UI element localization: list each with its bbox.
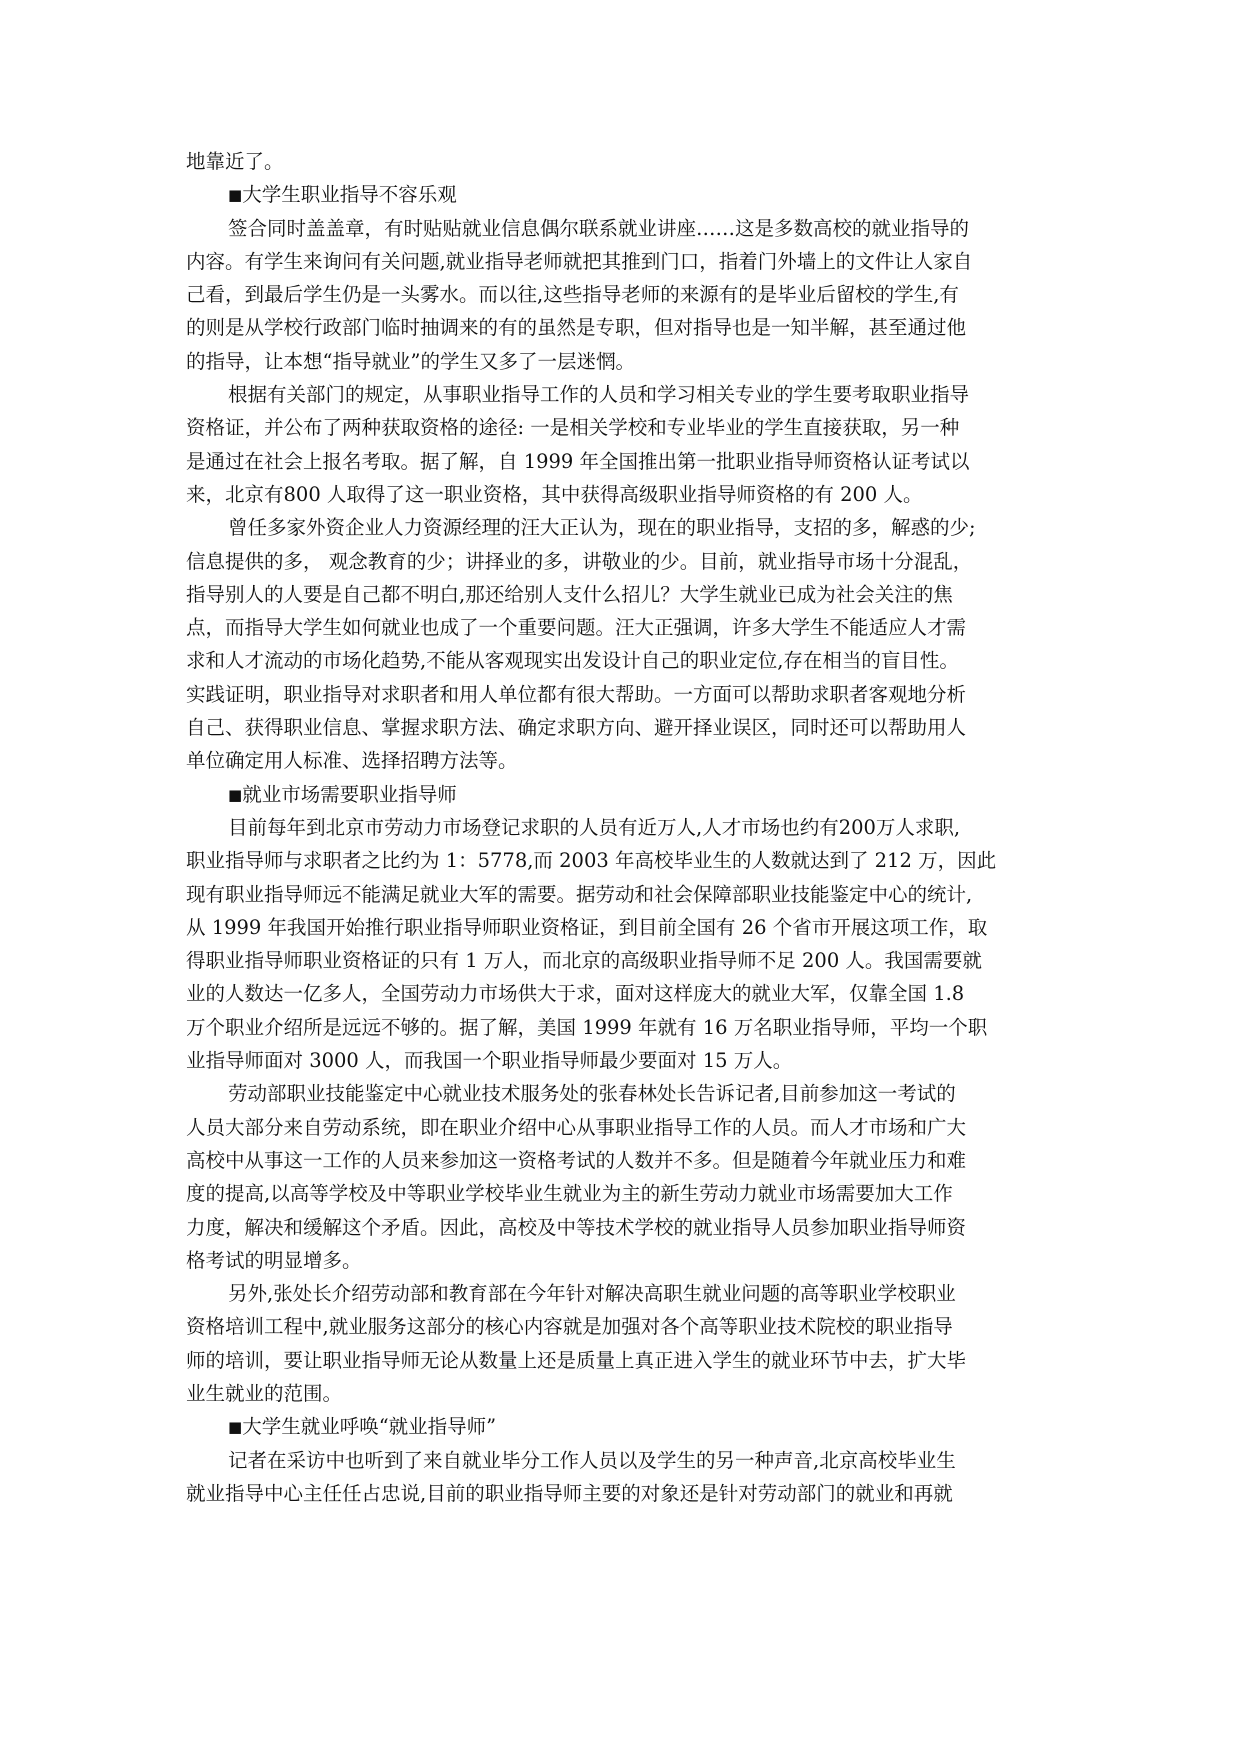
text-line: 单位确定用人标准、选择招聘方法等。 bbox=[186, 749, 518, 773]
section-heading: ■ 就业市场需要职业指导师 bbox=[186, 778, 1070, 811]
text-line: 高校中从事这一工作的人员来参加这一资格考试的人数并不多。但是随着今年就业压力和难 bbox=[186, 1148, 967, 1172]
text-line: 点，而指导大学生如何就业也成了一个重要问题。汪大正强调，许多大学生不能适应人才需 bbox=[186, 616, 967, 640]
text-line: 自己、获得职业信息、掌握求职方法、确定求职方向、避开择业误区，同时还可以帮助用人 bbox=[186, 716, 967, 740]
text-line: 从 1999 年我国开始推行职业指导师职业资格证，到目前全国有 26 个省市开展这项工作，取 bbox=[186, 915, 988, 939]
text-line: 是通过在社会上报名考取。据了解，自 1999 年全国推出第一批职业指导师资格认证考试以 bbox=[186, 449, 970, 473]
text-line: 记者在采访中也听到了来自就业毕分工作人员以及学生的另一种声音,北京高校毕业生 bbox=[228, 1448, 956, 1472]
text-line: 现有职业指导师远不能满足就业大军的需要。据劳动和社会保障部职业技能鉴定中心的统计, bbox=[186, 882, 973, 906]
text-line: 的则是从学校行政部门临时抽调来的有的虽然是专职，但对指导也是一知半解，甚至通过他 bbox=[186, 316, 967, 340]
text-line: 资格培训工程中,就业服务这部分的核心内容就是加强对各个高等职业技术院校的职业指导 bbox=[186, 1315, 953, 1339]
text-line: 目前每年到北京市劳动力市场登记求职的人员有近万人,人才市场也约有200万人求职, bbox=[228, 815, 961, 839]
text-line: 业生就业的范围。 bbox=[186, 1381, 343, 1405]
text-line: 度的提高,以高等学校及中等职业学校毕业生就业为主的新生劳动力就业市场需要加大工作 bbox=[186, 1182, 953, 1206]
text-line: 曾任多家外资企业人力资源经理的汪大正认为，现在的职业指导，支招的多，解惑的少; bbox=[228, 516, 976, 540]
text-line: 实践证明，职业指导对求职者和用人单位都有很大帮助。一方面可以帮助求职者客观地分析 bbox=[186, 682, 967, 706]
text-line: 来，北京有800 人取得了这一职业资格，其中获得高级职业指导师资格的有 200 人。 bbox=[186, 482, 923, 506]
text-line: 万个职业介绍所是远远不够的。据了解，美国 1999 年就有 16 万名职业指导师，平均一个职 bbox=[186, 1015, 988, 1039]
text-line: 另外,张处长介绍劳动部和教育部在今年针对解决高职生就业问题的高等职业学校职业 bbox=[228, 1282, 956, 1306]
text-line: 信息提供的多， 观念教育的少；讲择业的多，讲敬业的少。目前，就业指导市场十分混乱， bbox=[186, 549, 973, 573]
text-line: 师的培训，要让职业指导师无论从数量上还是质量上真正进入学生的就业环节中去，扩大毕 bbox=[186, 1348, 967, 1372]
text-line: 力度，解决和缓解这个矛盾。因此，高校及中等技术学校的就业指导人员参加职业指导师资 bbox=[186, 1215, 967, 1239]
text-line: 签合同时盖盖章，有时贴贴就业信息偶尔联系就业讲座……这是多数高校的就业指导的 bbox=[228, 216, 970, 240]
section-heading: ■ 大学生职业指导不容乐观 bbox=[186, 178, 1070, 211]
text-line: 己看，到最后学生仍是一头雾水。而以往,这些指导老师的来源有的是毕业后留校的学生,有 bbox=[186, 283, 959, 307]
text-line: 人员大部分来自劳动系统，即在职业介绍中心从事职业指导工作的人员。而人才市场和广大 bbox=[186, 1115, 967, 1139]
text-line: 地靠近了。 bbox=[186, 150, 284, 173]
text-line: 就业指导中心主任任占忠说,目前的职业指导师主要的对象还是针对劳动部门的就业和再就 bbox=[186, 1481, 953, 1505]
text-line: 职业指导师与求职者之比约为 1：5778,而 2003 年高校毕业生的人数就达到了 212 万，因此 bbox=[186, 849, 997, 873]
document-body bbox=[186, 145, 1070, 1510]
text-line: 格考试的明显增多。 bbox=[186, 1248, 362, 1272]
text-line: 得职业指导师职业资格证的只有 1 万人，而北京的高级职业指导师不足 200 人。我国需要就 bbox=[186, 949, 982, 973]
text-line: 劳动部职业技能鉴定中心就业技术服务处的张春林处长告诉记者,目前参加这一考试的 bbox=[228, 1082, 956, 1106]
text-line: 的指导，让本想“指导就业”的学生又多了一层迷惘。 bbox=[186, 349, 635, 373]
text-line: 指导别人的人要是自己都不明白,那还给别人支什么招儿？大学生就业已成为社会关注的焦 bbox=[186, 582, 953, 606]
text-line: 业的人数达一亿多人，全国劳动力市场供大于求，面对这样庞大的就业大军，仅靠全国 1.8 bbox=[186, 982, 965, 1006]
section-heading: ■ 大学生就业呼唤“就业指导师” bbox=[186, 1410, 1070, 1443]
text-line: 求和人才流动的市场化趋势,不能从客观现实出发设计自己的职业定位,存在相当的盲目性。 bbox=[186, 649, 959, 673]
text-line: 内容。有学生来询问有关问题,就业指导老师就把其推到门口，指着门外墙上的文件让人家自 bbox=[186, 249, 973, 273]
text-line: 资格证，并公布了两种获取资格的途径: 一是相关学校和专业毕业的学生直接获取，另一种 bbox=[186, 416, 960, 440]
text-line: 业指导师面对 3000 人，而我国一个职业指导师最少要面对 15 万人。 bbox=[186, 1049, 793, 1073]
text-line: 根据有关部门的规定，从事职业指导工作的人员和学习相关专业的学生要考取职业指导 bbox=[228, 383, 970, 407]
